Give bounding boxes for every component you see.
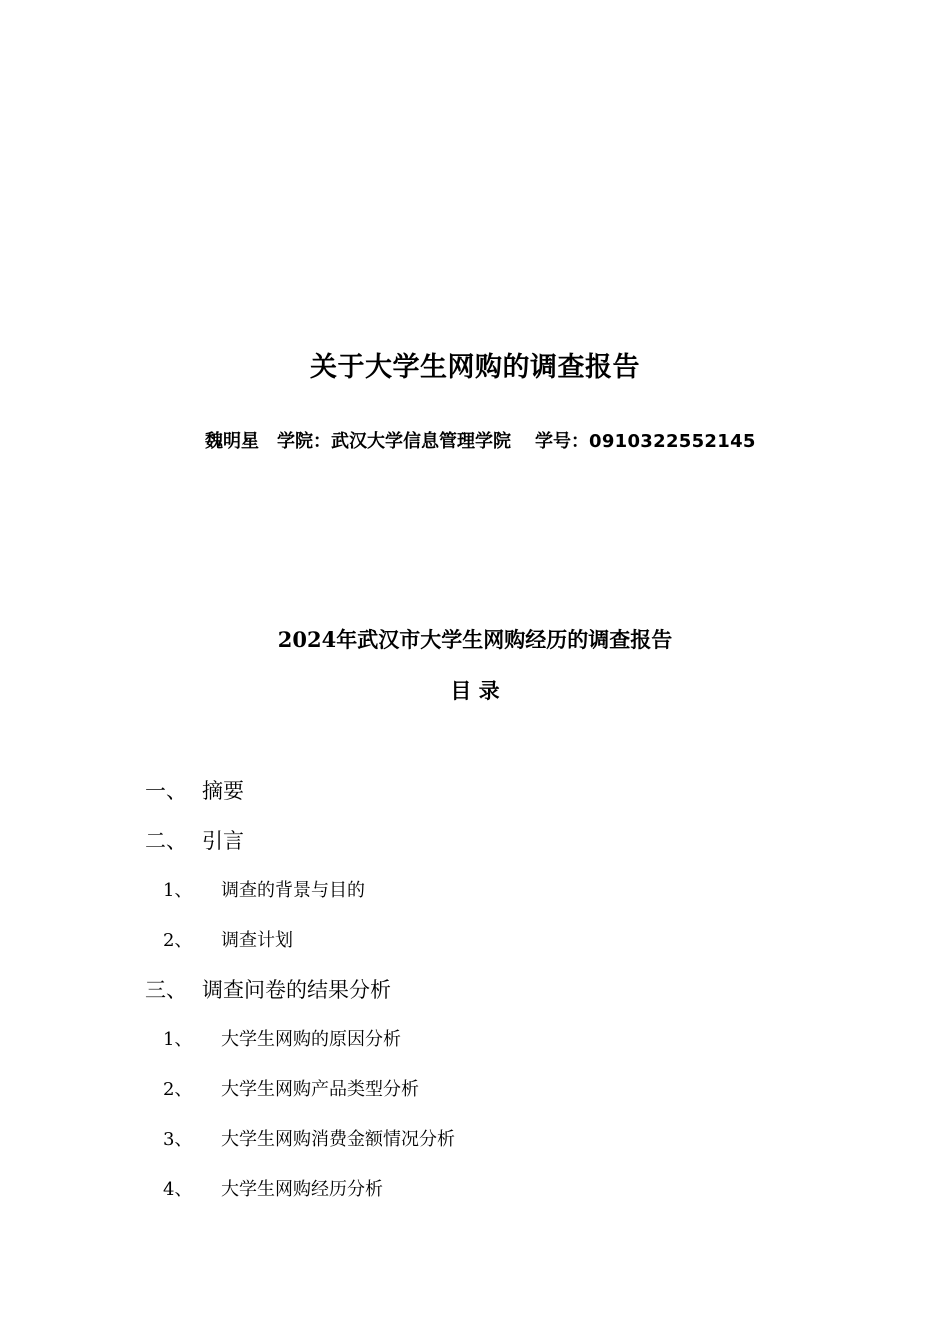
toc-label: 大学生网购产品类型分析 bbox=[221, 1079, 419, 1100]
toc-marker: 1、 bbox=[163, 1029, 193, 1050]
toc-label: 调查问卷的结果分析 bbox=[202, 978, 391, 1002]
toc-item-introduction[interactable] bbox=[145, 825, 244, 855]
toc-label: 大学生网购经历分析 bbox=[221, 1179, 383, 1200]
toc-label: 引言 bbox=[202, 829, 244, 853]
toc-marker: 二、 bbox=[145, 829, 187, 853]
toc-marker: 一、 bbox=[145, 779, 187, 803]
student-id-number: 0910322552145 bbox=[589, 431, 756, 452]
toc-label: 调查的背景与目的 bbox=[221, 880, 365, 901]
toc-marker: 1、 bbox=[163, 880, 193, 901]
report-subtitle: 2024年武汉市大学生网购经历的调查报告 bbox=[277, 627, 673, 652]
author-line bbox=[205, 427, 756, 453]
toc-item-reasons[interactable] bbox=[163, 1025, 401, 1051]
toc-item-experience[interactable] bbox=[163, 1175, 383, 1201]
toc-label: 调查计划 bbox=[221, 930, 293, 951]
student-id-label: 学号： bbox=[535, 431, 589, 452]
toc-label: 摘要 bbox=[202, 779, 244, 803]
toc-item-abstract[interactable] bbox=[145, 775, 244, 805]
toc-item-spending[interactable] bbox=[163, 1125, 455, 1151]
toc-marker: 4、 bbox=[163, 1179, 193, 1200]
toc-marker: 三、 bbox=[145, 978, 187, 1002]
toc-heading: 目 录 bbox=[450, 678, 500, 703]
toc-label: 大学生网购的原因分析 bbox=[221, 1029, 401, 1050]
author-name: 魏明星 bbox=[205, 431, 259, 452]
document-title: 关于大学生网购的调查报告 bbox=[310, 352, 640, 383]
toc-item-results[interactable] bbox=[145, 974, 391, 1004]
toc-item-plan[interactable] bbox=[163, 926, 293, 952]
toc-item-background[interactable] bbox=[163, 876, 365, 902]
toc-item-product-types[interactable] bbox=[163, 1075, 419, 1101]
toc-marker: 2、 bbox=[163, 930, 193, 951]
toc-marker: 3、 bbox=[163, 1129, 193, 1150]
toc-label: 大学生网购消费金额情况分析 bbox=[221, 1129, 455, 1150]
toc-marker: 2、 bbox=[163, 1079, 193, 1100]
author-college: 学院：武汉大学信息管理学院 bbox=[277, 431, 511, 452]
